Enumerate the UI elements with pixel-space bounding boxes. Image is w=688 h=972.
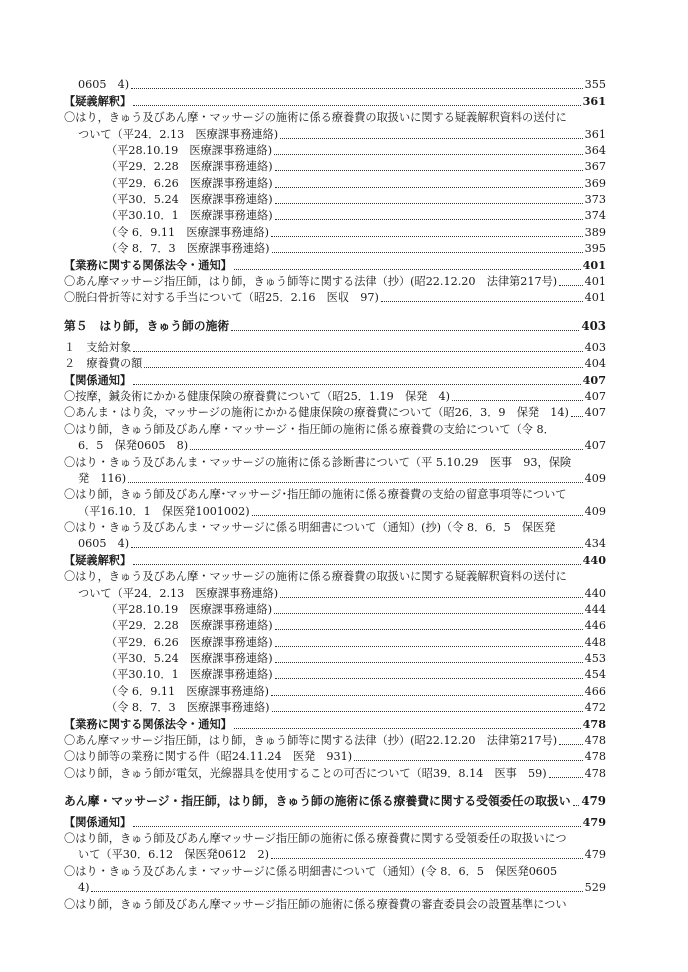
page-number: 444 bbox=[584, 603, 606, 616]
toc-entry-text: 〇脱臼骨折等に対する手当について（昭25．2.16 医収 97) bbox=[64, 291, 379, 304]
leader-dots bbox=[559, 744, 582, 745]
page-number: 529 bbox=[584, 881, 606, 894]
page-number: 364 bbox=[584, 144, 606, 157]
toc-entry bbox=[64, 318, 606, 335]
toc-entry bbox=[106, 175, 606, 192]
toc-entry bbox=[106, 666, 606, 683]
toc-entry-text: 〇はり師等の業務に関する件（昭24.11.24 医発 931) bbox=[64, 750, 353, 763]
toc-entry-text: 〇はり師，きゅう師及びあん摩マッサージ指圧師の施術に係る療養費の審査委員会の設置基準につい bbox=[64, 898, 567, 911]
page-number: 361 bbox=[582, 94, 606, 108]
toc-entry bbox=[106, 683, 606, 700]
toc-entry bbox=[64, 421, 606, 438]
toc-entry bbox=[106, 240, 606, 257]
toc-entry-text: （平28.10.19 医療課事務連絡) bbox=[106, 144, 273, 157]
page-number: 478 bbox=[584, 750, 606, 763]
toc-entry bbox=[64, 793, 606, 810]
toc-entry bbox=[64, 93, 606, 110]
page-number: 369 bbox=[584, 177, 606, 190]
page-number: 478 bbox=[584, 767, 606, 780]
leader-dots bbox=[275, 662, 583, 663]
toc-entry bbox=[64, 339, 606, 356]
toc-entry-text: 0605 4) bbox=[78, 537, 130, 550]
leader-dots bbox=[91, 891, 582, 892]
page-number: 448 bbox=[584, 636, 606, 649]
toc-entry-text: 4) bbox=[78, 881, 90, 894]
toc-entry bbox=[78, 585, 606, 602]
leader-dots bbox=[234, 728, 581, 729]
toc-entry-text: 〇はり師，きゅう師及びあん摩マッサージ指圧師の施術に係る療養費に関する受領委任の取扱いにつ bbox=[64, 832, 567, 845]
toc-entry-text: 【関係通知】 bbox=[64, 373, 132, 387]
leader-dots bbox=[131, 88, 582, 89]
leader-dots bbox=[275, 219, 583, 220]
toc-entry bbox=[64, 863, 606, 880]
toc-entry bbox=[64, 454, 606, 471]
toc-entry bbox=[64, 552, 606, 569]
leader-dots bbox=[275, 629, 583, 630]
leader-dots bbox=[549, 777, 583, 778]
leader-dots bbox=[452, 400, 583, 401]
page-number: 355 bbox=[584, 78, 606, 91]
toc-entry-text: （平30.10．1 医療課事務連絡) bbox=[106, 209, 273, 222]
page-number: 367 bbox=[584, 160, 606, 173]
toc-entry bbox=[64, 748, 606, 765]
toc-entry-text: （平30.10．1 医療課事務連絡) bbox=[106, 668, 273, 681]
toc-entry bbox=[64, 372, 606, 389]
leader-dots bbox=[271, 695, 583, 696]
toc-entry-text: （令 8．7．3 医療課事務連絡) bbox=[106, 701, 270, 714]
page-number: 479 bbox=[584, 848, 606, 861]
leader-dots bbox=[274, 154, 583, 155]
toc-entry-text: 6．5 保発0605 8) bbox=[78, 439, 189, 452]
leader-dots bbox=[133, 105, 581, 106]
toc-entry-text: 【業務に関する関係法令・通知】 bbox=[64, 258, 232, 272]
leader-dots bbox=[252, 515, 583, 516]
toc-entry-text: 【関係通知】 bbox=[64, 815, 132, 829]
toc-entry bbox=[64, 109, 606, 126]
leader-dots bbox=[275, 646, 583, 647]
page-number: 401 bbox=[584, 275, 606, 288]
leader-dots bbox=[128, 482, 583, 483]
toc-entry bbox=[78, 879, 606, 896]
toc-entry-text: （平28.10.19 医療課事務連絡) bbox=[106, 603, 273, 616]
page-number: 374 bbox=[584, 209, 606, 222]
page-number: 479 bbox=[582, 815, 606, 829]
toc-entry bbox=[64, 404, 606, 421]
toc-entry bbox=[64, 273, 606, 290]
toc-entry-text: （令 8．7．3 医療課事務連絡) bbox=[106, 242, 270, 255]
toc-entry-text: （平30．5.24 医療課事務連絡) bbox=[106, 193, 273, 206]
page-number: 404 bbox=[584, 357, 606, 370]
toc-entry bbox=[64, 289, 606, 306]
page-number: 479 bbox=[581, 794, 606, 808]
toc-entry-text: 【疑義解釈】 bbox=[64, 553, 132, 567]
leader-dots bbox=[133, 826, 581, 827]
toc-entry bbox=[106, 207, 606, 224]
leader-dots bbox=[275, 203, 583, 204]
leader-dots bbox=[354, 760, 583, 761]
leader-dots bbox=[573, 805, 580, 806]
page-number: 466 bbox=[584, 685, 606, 698]
page-number: 407 bbox=[584, 439, 606, 452]
toc-entry-text: （平29．6.26 医療課事務連絡) bbox=[106, 177, 273, 190]
toc-entry bbox=[106, 699, 606, 716]
leader-dots bbox=[275, 678, 583, 679]
toc-entry bbox=[106, 601, 606, 618]
leader-dots bbox=[144, 367, 582, 368]
page-number: 472 bbox=[584, 701, 606, 714]
page-number: 409 bbox=[584, 472, 606, 485]
toc-entry-text: 〇はり・きゅう及びあんま・マッサージの施術に係る診断書について（平 5.10.29 医事 93，保険 bbox=[64, 456, 572, 469]
toc-entry-text: 〇あんま・はり灸，マッサージの施術にかかる健康保険の療養費について（昭26．3．9 保発 14) bbox=[64, 406, 569, 419]
toc-entry bbox=[106, 617, 606, 634]
leader-dots bbox=[133, 564, 581, 565]
toc-entry bbox=[64, 814, 606, 831]
page-number: 389 bbox=[584, 226, 606, 239]
toc-entry-text: 〇按摩，鍼灸術にかかる健康保険の療養費について（昭25．1.19 保発 4) bbox=[64, 390, 451, 403]
leader-dots bbox=[131, 547, 582, 548]
leader-dots bbox=[271, 236, 583, 237]
toc-entry-text: 〇あん摩マッサージ指圧師，はり師，きゅう師等に関する法律（抄）(昭22.12.20 法律第217号) bbox=[64, 734, 558, 747]
toc-entry bbox=[106, 650, 606, 667]
page-number: 446 bbox=[584, 619, 606, 632]
page-number: 409 bbox=[584, 505, 606, 518]
toc-entry-text: 第５ はり師，きゅう師の施術 bbox=[64, 319, 230, 333]
toc-entry-text: 0605 4) bbox=[78, 78, 130, 91]
toc-entry-text: 〇はり，きゅう及びあん摩・マッサージの施術に係る療養費の取扱いに関する疑義解釈資料の送付に bbox=[64, 570, 567, 583]
toc-entry-text: 発 116) bbox=[78, 472, 127, 485]
page-number: 478 bbox=[584, 734, 606, 747]
toc-entry bbox=[106, 191, 606, 208]
toc-entry bbox=[64, 388, 606, 405]
toc-entry-text: 〇はり師，きゅう師及びあん摩･マッサージ･指圧師の施術に係る療養費の支給の留意事項等について bbox=[64, 488, 567, 501]
toc-entry-text: ついて（平24．2.13 医療課事務連絡) bbox=[78, 587, 279, 600]
page-number: 373 bbox=[584, 193, 606, 206]
toc-entry-text: （令 6．9.11 医療課事務連絡) bbox=[106, 226, 270, 239]
toc-entry bbox=[106, 634, 606, 651]
leader-dots bbox=[133, 351, 583, 352]
toc-entry-text: 【疑義解釈】 bbox=[64, 94, 132, 108]
toc-entry-text: （平29．2.28 医療課事務連絡) bbox=[106, 160, 273, 173]
toc-entry-text: ついて（平24．2.13 医療課事務連絡) bbox=[78, 128, 279, 141]
toc-entry bbox=[78, 535, 606, 552]
leader-dots bbox=[381, 301, 583, 302]
toc-entry bbox=[64, 257, 606, 274]
toc-entry-text: 〇はり・きゅう及びあんま・マッサージに係る明細書について（通知）(抄)（令 8．6．5 保医発 bbox=[64, 521, 556, 534]
leader-dots bbox=[275, 187, 583, 188]
toc-entry bbox=[106, 142, 606, 159]
leader-dots bbox=[272, 711, 583, 712]
toc-entry bbox=[78, 470, 606, 487]
toc-entry bbox=[64, 568, 606, 585]
page-number: 401 bbox=[582, 258, 606, 272]
toc-entry-text: ２ 療養費の額 bbox=[64, 357, 143, 370]
toc-entry-text: 〇あん摩マッサージ指圧師，はり師，きゅう師等に関する法律（抄）(昭22.12.20 法律第217号) bbox=[64, 275, 558, 288]
leader-dots bbox=[133, 384, 581, 385]
leader-dots bbox=[190, 449, 583, 450]
toc-entry-text: 【業務に関する関係法令・通知】 bbox=[64, 717, 232, 731]
toc-entry bbox=[64, 355, 606, 372]
leader-dots bbox=[274, 613, 583, 614]
toc-entry bbox=[78, 126, 606, 143]
page-number: 407 bbox=[582, 373, 606, 387]
page-number: 407 bbox=[584, 406, 606, 419]
toc-entry bbox=[64, 519, 606, 536]
toc-entry-text: 〇はり，きゅう及びあん摩・マッサージの施術に係る療養費の取扱いに関する疑義解釈資料の送付に bbox=[64, 111, 567, 124]
toc-entry bbox=[106, 158, 606, 175]
leader-dots bbox=[231, 330, 579, 331]
leader-dots bbox=[234, 269, 581, 270]
toc-entry-text: （平16.10．1 保医発1001002) bbox=[78, 505, 250, 518]
toc-entry bbox=[106, 224, 606, 241]
toc-entry-text: １ 支給対象 bbox=[64, 341, 132, 354]
toc-entry bbox=[78, 503, 606, 520]
page-number: 407 bbox=[584, 390, 606, 403]
page-number: 453 bbox=[584, 652, 606, 665]
leader-dots bbox=[280, 597, 583, 598]
leader-dots bbox=[275, 170, 583, 171]
toc-entry-text: 〇はり・きゅう及びあんま・マッサージに係る明細書について（通知）(令 8．6．5 保医発0605 bbox=[64, 865, 558, 878]
page-number: 401 bbox=[584, 291, 606, 304]
toc-entry bbox=[78, 437, 606, 454]
toc-entry-text: いて（平30．6.12 保医発0612 2) bbox=[78, 848, 269, 861]
toc-entry-text: （平30．5.24 医療課事務連絡) bbox=[106, 652, 273, 665]
page-number: 440 bbox=[582, 553, 606, 567]
leader-dots bbox=[571, 416, 583, 417]
toc-entry bbox=[64, 716, 606, 733]
toc-entry bbox=[78, 846, 606, 863]
page-number: 440 bbox=[584, 587, 606, 600]
page-number: 403 bbox=[581, 319, 606, 333]
toc-entry-text: 〇はり師，きゅう師が電気，光線器具を使用することの可否について（昭39．8.14 医事 59) bbox=[64, 767, 547, 780]
toc-entry bbox=[64, 830, 606, 847]
page-number: 395 bbox=[584, 242, 606, 255]
leader-dots bbox=[280, 138, 583, 139]
page-number: 478 bbox=[582, 717, 606, 731]
page-number: 454 bbox=[584, 668, 606, 681]
page-number: 403 bbox=[584, 341, 606, 354]
toc-entry-text: （平29．2.28 医療課事務連絡) bbox=[106, 619, 273, 632]
leader-dots bbox=[559, 285, 582, 286]
toc-entry-text: あん摩・マッサージ・指圧師，はり師，きゅう師の施術に係る療養費に関する受領委任の取扱い bbox=[64, 794, 571, 808]
toc-entry-text: （平29．6.26 医療課事務連絡) bbox=[106, 636, 273, 649]
toc-entry bbox=[64, 732, 606, 749]
leader-dots bbox=[272, 252, 583, 253]
toc-entry bbox=[64, 765, 606, 782]
toc-entry bbox=[64, 486, 606, 503]
page-number: 361 bbox=[584, 128, 606, 141]
leader-dots bbox=[271, 858, 583, 859]
toc-entry bbox=[64, 896, 606, 913]
toc-entry-text: （令 6．9.11 医療課事務連絡) bbox=[106, 685, 270, 698]
toc-entry bbox=[78, 76, 606, 93]
toc-entry-text: 〇はり師，きゅう師及びあん摩・マッサージ・指圧師の施術に係る療養費の支給について（令 8． bbox=[64, 423, 555, 436]
page-number: 434 bbox=[584, 537, 606, 550]
